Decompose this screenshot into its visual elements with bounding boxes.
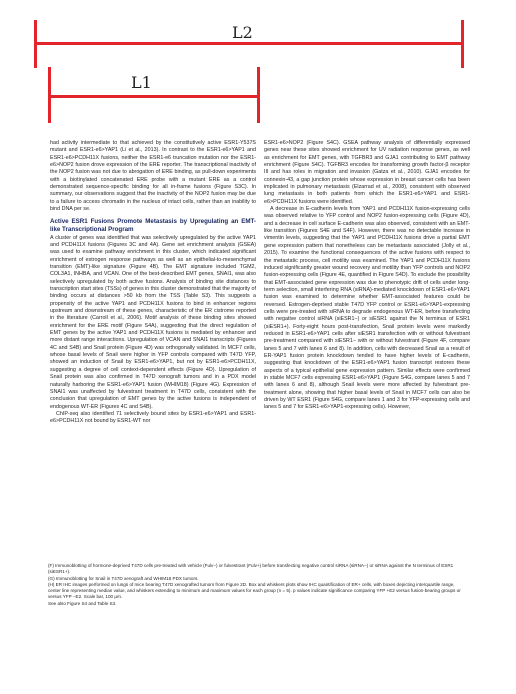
l2-label: L2 <box>232 23 253 42</box>
legend-item: (F) Immunoblotting of hormone-deprived T47D cells pre-treated with vehicle (Fulv−) or fulvestrant (Fulv+) before transfecting negative control siRNA (siRNA−) or siRNA against the N terminus of ESR1 (siESR1+). <box>48 563 454 575</box>
l2-horizontal-line <box>34 42 464 45</box>
legend-item: (G) Immunoblotting for Snail in T47D xenograft and WHIM18 PDX tumors. <box>48 575 199 581</box>
paragraph: ChIP-seq also identified 71 selectively bound sites by ESR1-e6>YAP1 and ESR1-e6>PCDH11X not bound by ESR1-WT nor <box>50 410 256 425</box>
l2-left-tick <box>34 20 37 68</box>
l1-left-tick <box>48 67 51 123</box>
right-column <box>264 140 470 561</box>
left-column <box>50 140 256 561</box>
paragraph: had activity intermediate to that achieved by the constitutively active ESR1-Y537S mutant and ESR1-e6>YAP1 (Li et al., 2013). In contrast to the ESR1-e6>YAP1 and ESR1-e6>PCDH11X fusions, neither the ESR1-e6 truncation mutation nor the ESR1-e6>NOP2 fusion drove expression of the ERE reporter. The transcriptional inactivity of the NOP2 fusion was not due to abrogation of ERE binding, as pull-down experiments with a biotinylated concatenated ERE probe with a mutant ERE as a control demonstrated sequence-specific binding for all in-frame fusions (Figure S3C). In summary, our observations suggest that the inactivity of the NOP2 fusion may be due to a failure to access chromatin in the nucleus of intact cells, rather than an inability to bind DNA per se. <box>50 140 256 213</box>
figure-legend <box>48 563 466 607</box>
section-heading: Active ESR1 Fusions Promote Metastasis by Upregulating an EMT-like Transcriptional Program <box>50 218 256 234</box>
paragraph: A decrease in E-cadherin levels from YAP1 and PCDH11X fusion-expressing cells was observed relative to YFP control and NOP2 fusion-expressing cells (Figure 4D), and a decrease in cell surface E-cadherin was also observed, consistent with an EMT-like transition (Figures S4E and S4F). However, there was no detectable increase in vimentin levels, suggesting that the YAP1 and PCDH11X fusions drive a partial EMT gene expression pattern that nonetheless can be metastasis associated (Jolly et al., 2015). To examine the functional consequences of the active fusions with respect to the metastatic process, cell motility was examined. The YAP1 and PCDH11X fusions induced significantly greater wound recovery and motility than YFP controls and NOP2 fusion-expressing cells (Figure 4E, quantified in Figure S4D). To exclude the possibility that EMT-associated gene expression was due to phenotypic drift of cells under long-term selection, small interfering RNA (siRNA)-mediated knockdown of ESR1-e6>YAP1 fusion was examined to determine whether EMT-associated features could be reversed. Estrogen-deprived stable T47D YFP control or ESR1-e6>YAP1-expressing cells were pre-treated with siRNA to degrade endogenous WT-ER, before transfecting with negative control siRNA (siESR1−) or siESR1 against the N terminus of ESR1 (siESR1+). Forty-eight hours post-transfection, Snail protein levels were markedly reduced in ESR1-e6>YAP1 cells after siESR1 transfection with or without fulvestrant pre-treatment compared with siESR1− with or without fulvestrant (Figure 4F, compare lanes 5 and 7 with lanes 6 and 8). In addition, cells with decreased Snail as a result of ER-YAP1 fusion protein knockdown tended to have higher levels of E-cadherin, suggesting that knockdown of the ESR1-e6>YAP1 fusion transcript restores these aspects of a typical epithelial gene expression pattern. Similar effects were confirmed in stable MCF7 cells expressing ESR1-e6>YAP1 (Figure S4G, compare lanes 5 and 7 with lanes 6 and 8), although Snail levels were more affected by fulvestrant pre-treatment alone, showing that higher basal levels of Snail in MCF7 cells can also be driven by WT ESR1 (Figure S4G, compare lanes 1 and 3 for YFP-expressing cells and lanes 5 and 7 for ESR1-e6>YAP1-expressing cells). However, <box>264 206 470 411</box>
l1-label: L1 <box>131 73 152 92</box>
l1-right-tick <box>257 67 260 123</box>
l2-right-tick <box>461 20 464 68</box>
l1-horizontal-line <box>48 95 260 98</box>
legend-item: See also Figure S4 and Table S3. <box>48 600 117 606</box>
paragraph: A cluster of genes was identified that was selectively upregulated by the active YAP1 and PCDH11X fusions (Figures 3C and 4A). Gene set enrichment analysis (GSEA) was used to examine pathway enrichment in this cluster, which indicated significant enrichment of estrogen response pathways as well as an epithelial-to-mesenchymal transition (EMT)-like signature (Figure 4B). The EMT signature included TGM2, COL3A1, INHBA, and VCAN. One of the best-described EMT genes, SNAI1, was also selectively upregulated by both active fusions. Analysis of binding site distances to transcription start sites (TSSs) of genes in this cluster demonstrated that the majority of binding occurs at distances >50 kb from the TSS (Table S3). This suggests a propensity of the active YAP1 and PCDH11X fusions to bind in enhancer regions upstream and downstream of these genes, characteristic of the ER cistrome reported in the literature (Carroll et al., 2006). Motif analysis of these binding sites showed enrichment for the ERE motif (Figure S4A), suggesting that the direct regulation of EMT genes by the active YAP1 and PCDH11X fusions is mediated by enhancer and more distant range interactions. Upregulation of VCAN and SNAI1 transcripts (Figures 4C and S4B) and Snail protein (Figure 4D) was orthogonally validated. In MCF7 cells, whose basal levels of Snail were higher in YFP controls compared with T47D YFP, showed an induction of Snail by ESR1-e6>YAP1, but not by ESR1-e6>PCDH11X, suggesting a degree of cell context-dependent effects (Figure 4D). Upregulation of Snail protein was also confirmed in T47D xenograft tumors and in a PDX model naturally harboring the ESR1-e6>YAP1 fusion (WHIM18) (Figure 4G). Expression of SNAI1 was unaffected by fulvestrant treatment in T47D cells, consistent with the conclusion that upregulation of EMT genes by the active fusions is independent of endogenous WT-ER (Figures 4C and S4B). <box>50 234 256 410</box>
legend-item: (H) ER IHC images performed on lungs of mice bearing T47D xenografted tumors from Figure 2D. Box and whiskers plots show IHC quantification of ER+ cells, with boxes depicting interquartile range, center line representing median value, and whiskers extending to minimum and maximum values for each group (n = 5). p values indicate significance comparing YFP +E2 versus fusion-bearing groups or versus YFP −E2. Scale bar, 100 μm. <box>48 581 461 600</box>
paragraph: ESR1-e6>NOP2 (Figure S4C). GSEA pathway analysis of differentially expressed genes near these sites showed enrichment for UV radiation response genes, as well as enrichment for EMT genes, with TGFBR3 and GJA1 contributing to EMT pathway enrichment (Figure S4C). TGFBR3 encodes for transforming growth factor-β receptor III and has roles in migration and invasion (Gatza et al., 2010). GJA1 encodes for connexin-43, a gap junction protein whose expression in breast cancer cells has been implicated in pulmonary metastasis (Elzarrad et al., 2008), consistent with observed lung metastasis in both patients from which the ESR1-e6>YAP1 and ESR1-e6>PCDH11X fusions were identified. <box>264 140 470 205</box>
